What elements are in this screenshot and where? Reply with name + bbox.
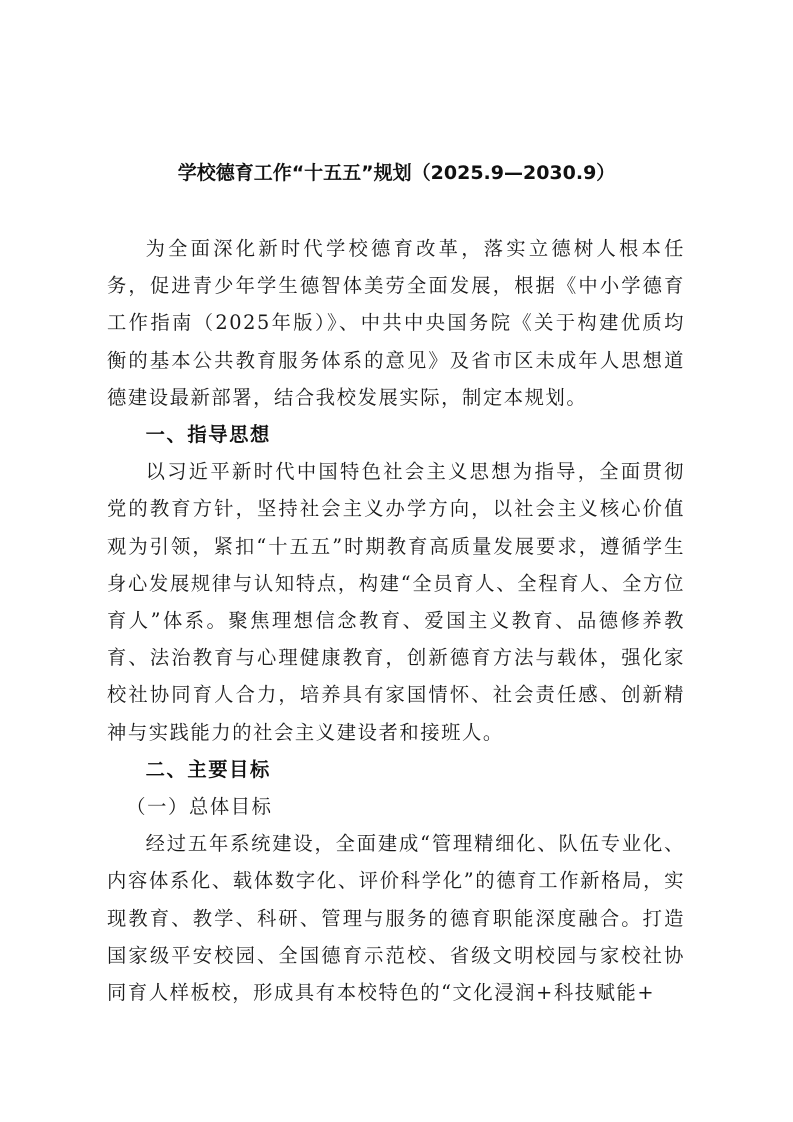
document-body (107, 230, 685, 1011)
guiding-ideology-paragraph: 以习近平新时代中国特色社会主义思想为指导，全面贯彻党的教育方针，坚持社会主义办学方向，以社会主义核心价值观为引领，紧扣“十五五”时期教育高质量发展要求，遵循学生身心发展规律与认知特点，构建“全员育人、全程育人、全方位育人”体系。聚焦理想信念教育、爱国主义教育、品德修养教育、法治教育与心理健康教育，创新德育方法与载体，强化家校社协同育人合力，培养具有家国情怀、社会责任感、创新精神与实践能力的社会主义建设者和接班人。 (107, 460, 685, 744)
heading-guiding-ideology: 一、指导思想 (145, 423, 271, 447)
document-title: 学校德育工作“十五五”规划（2025.9—2030.9） (177, 162, 616, 184)
heading-main-goals: 二、主要目标 (145, 757, 271, 781)
intro-paragraph: 为全面深化新时代学校德育改革，落实立德树人根本任务，促进青少年学生德智体美劳全面发展，根据《中小学德育工作指南（2025年版）》、中共中央国务院《关于构建优质均衡的基本公共教育服务体系的意见》及省市区未成年人思想道德建设最新部署，结合我校发展实际，制定本规划。 (107, 237, 685, 409)
subheading-overall-goals: （一）总体目标 (126, 795, 273, 819)
overall-goals-paragraph: 经过五年系统建设，全面建成“管理精细化、队伍专业化、内容体系化、载体数字化、评价科学化”的德育工作新格局，实现教育、教学、科研、管理与服务的德育职能深度融合。打造国家级平安校园、全国德育示范校、省级文明校园与家校社协同育人样板校，形成具有本校特色的“文化浸润+科技赋能+ (107, 832, 685, 1005)
